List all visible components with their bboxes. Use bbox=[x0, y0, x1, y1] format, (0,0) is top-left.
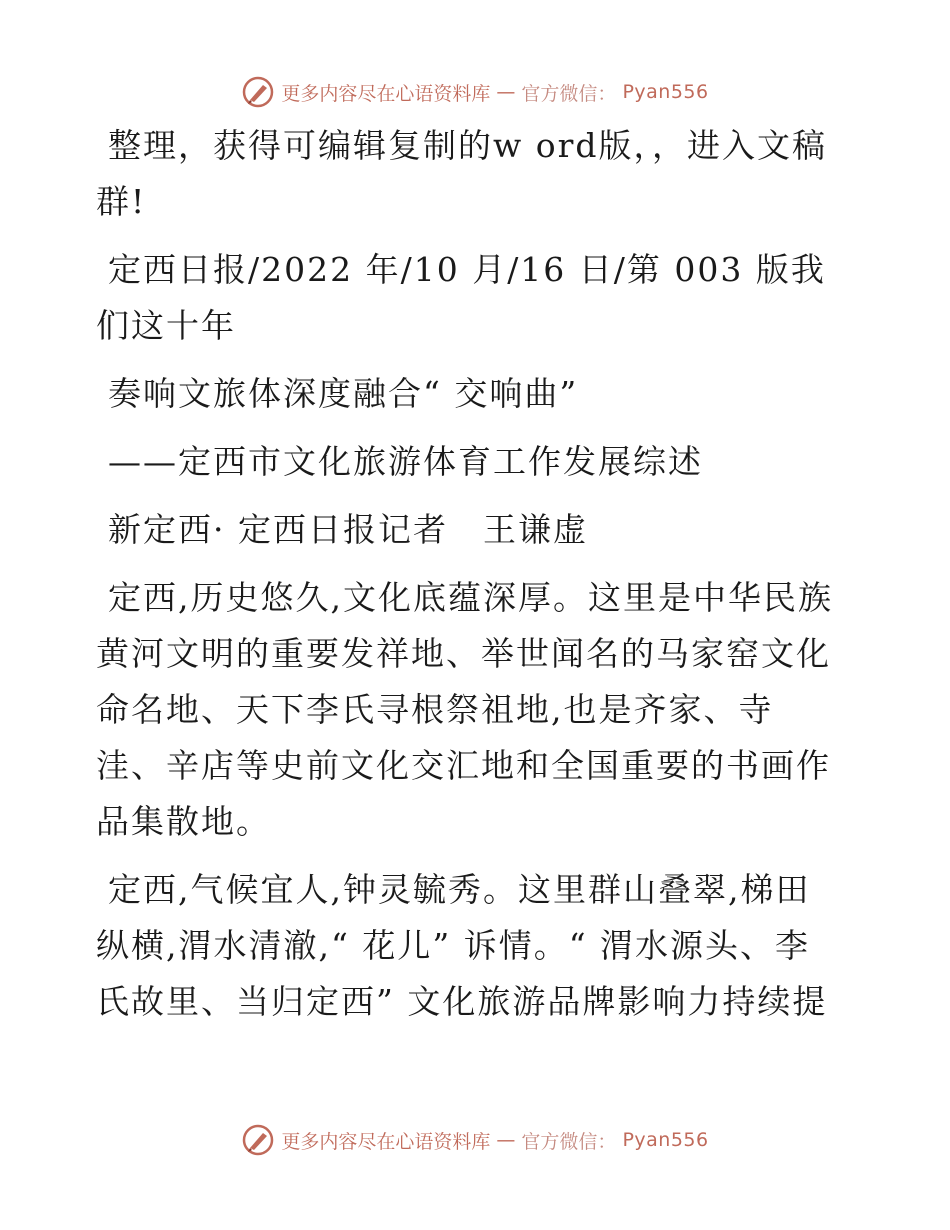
article-byline: 新定西· 定西日报记者 王谦虚 bbox=[108, 510, 588, 549]
document-body bbox=[96, 118, 836, 1030]
banner-wechat-id: Pyan556 bbox=[622, 1129, 709, 1151]
banner-wechat-id: Pyan556 bbox=[622, 81, 709, 103]
paragraph-source: 定西日报/2022 年/10 月/16 日/第 003 版我们这十年 bbox=[96, 250, 826, 345]
article-title: 奏响文旅体深度融合“ 交响曲” bbox=[108, 374, 579, 413]
footer-watermark-banner bbox=[0, 1120, 950, 1160]
paragraph-intro: 整理，获得可编辑复制的w ord版，，进入文稿群! bbox=[96, 126, 828, 221]
banner-text: 更多内容尽在心语资料库 bbox=[281, 82, 491, 105]
pen-logo-icon bbox=[241, 1123, 275, 1157]
banner-text: 更多内容尽在心语资料库 bbox=[281, 1130, 491, 1153]
header-watermark-banner bbox=[0, 72, 950, 112]
banner-separator: — bbox=[496, 81, 516, 103]
pen-logo-icon bbox=[241, 75, 275, 109]
banner-separator: — bbox=[496, 1129, 516, 1151]
paragraph-climate: 定西,气候宜人,钟灵毓秀。这里群山叠翠,梯田纵横,渭水清澈,“ 花儿” 诉情。“ 渭水源头、李氏故里、当归定西” 文化旅游品牌影响力持续提 bbox=[96, 870, 828, 1021]
article-subtitle: ——定西市文化旅游体育工作发展综述 bbox=[108, 442, 703, 481]
banner-wechat-label: 官方微信： bbox=[521, 1130, 617, 1153]
banner-wechat-label: 官方微信： bbox=[521, 82, 617, 105]
paragraph-history: 定西,历史悠久,文化底蕴深厚。这里是中华民族黄河文明的重要发祥地、举世闻名的马家窑文化命名地、天下李氏寻根祭祖地,也是齐家、寺洼、辛店等史前文化交汇地和全国重要的书画作品集散地。 bbox=[96, 578, 833, 841]
